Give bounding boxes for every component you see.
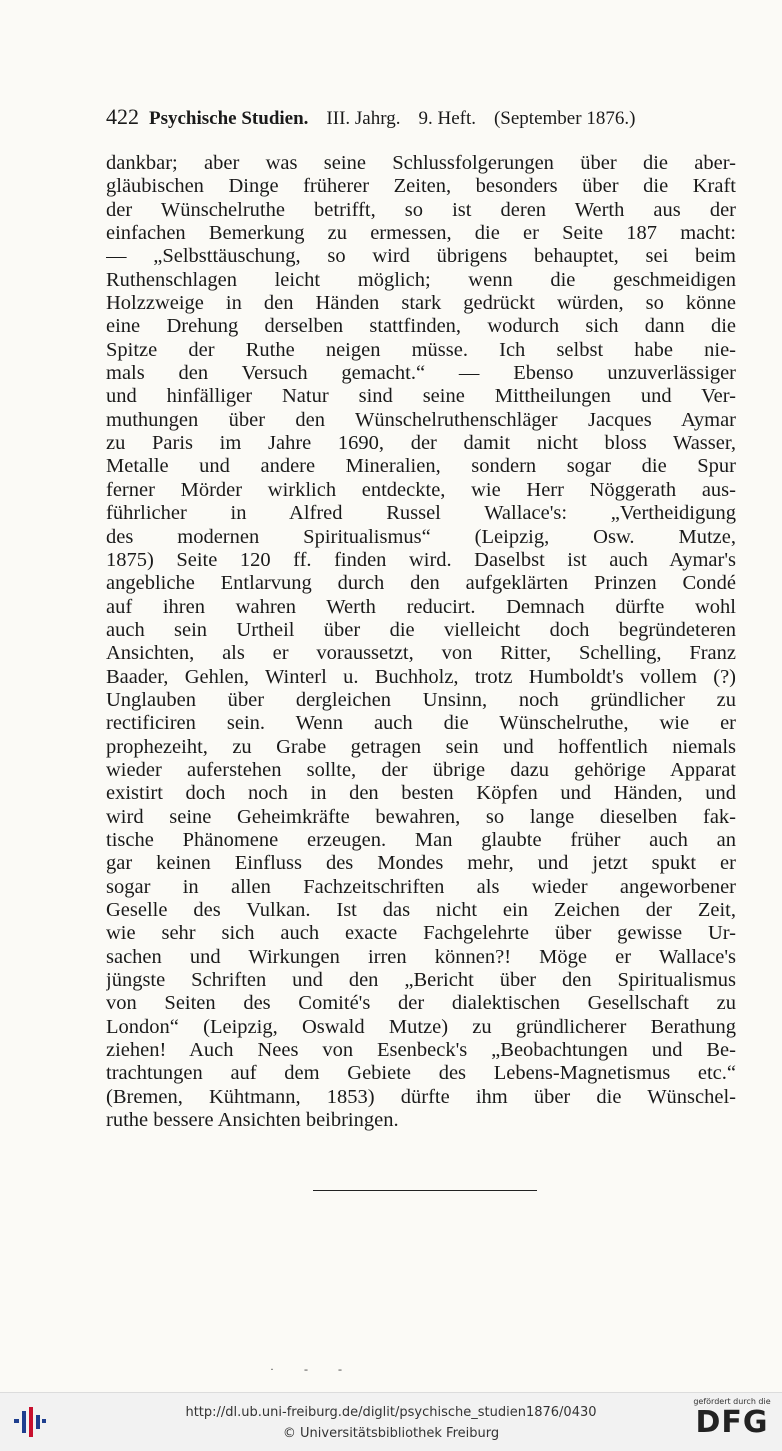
text-line: gar keinen Einfluss des Mondes mehr, und jetzt spukt er [106, 852, 736, 875]
text-line: der Wünschelruthe betrifft, so ist deren Werth aus der [106, 198, 736, 221]
page-number: 422 [106, 104, 139, 129]
text-line: — „Selbsttäuschung, so wird übrigens behauptet, sei beim [106, 245, 736, 268]
text-line: existirt doch noch in den besten Köpfen und Händen, und [106, 782, 736, 805]
text-line: eine Drehung derselben stattfinden, wodurch sich dann die [106, 315, 736, 338]
text-line: auch sein Urtheil über die vielleicht doch begründeteren [106, 618, 736, 641]
journal-title: Psychische Studien. [149, 108, 309, 129]
text-line: mals den Versuch gemacht.“ — Ebenso unzuverlässiger [106, 362, 736, 385]
text-line: einfachen Bemerkung zu ermessen, die er Seite 187 macht: [106, 222, 736, 245]
text-line: jüngste Schriften und den „Bericht über den Spiritualismus [106, 969, 736, 992]
text-line: wird seine Geheimkräfte bewahren, so lange dieselben fak- [106, 805, 736, 828]
text-line: tische Phänomene erzeugen. Man glaubte früher auch an [106, 828, 736, 851]
text-line: 1875) Seite 120 ff. finden wird. Daselbst ist auch Aymar's [106, 548, 736, 571]
text-line: London“ (Leipzig, Oswald Mutze) zu gründlicherer Berathung [106, 1015, 736, 1038]
text-line: Ansichten, als er voraussetzt, von Ritter, Schelling, Franz [106, 642, 736, 665]
text-line: wieder auferstehen sollte, der übrige dazu gehörige Apparat [106, 758, 736, 781]
text-line: zu Paris im Jahre 1690, der damit nicht bloss Wasser, [106, 432, 736, 455]
text-line: ferner Mörder wirklich entdeckte, wie Herr Nöggerath aus- [106, 478, 736, 501]
journal-year: III. Jahrg. [326, 108, 401, 129]
issue-date: (September 1876.) [493, 108, 636, 129]
viewer-footer [0, 1392, 782, 1451]
page-specks: · - - [270, 1362, 342, 1376]
text-line: führlicher in Alfred Russel Wallace's: „Vertheidigung [106, 502, 736, 525]
text-line: (Bremen, Kühtmann, 1853) dürfte ihm über die Wünschel- [106, 1085, 736, 1108]
text-line: und hinfälliger Natur sind seine Mittheilungen und Ver- [106, 385, 736, 408]
running-header [106, 104, 736, 130]
text-line: Geselle des Vulkan. Ist das nicht ein Zeichen der Zeit, [106, 899, 736, 921]
text-line: dankbar; aber was seine Schlussfolgerungen über die aber- [106, 152, 736, 174]
text-line: angebliche Entlarvung durch den aufgeklärten Prinzen Condé [106, 572, 736, 595]
text-line: Holzzweige in den Händen stark gedrückt würden, so könne [106, 292, 736, 315]
text-line: auf ihren wahren Werth reducirt. Demnach dürfte wohl [106, 595, 736, 618]
text-line: Baader, Gehlen, Winterl u. Buchholz, trotz Humboldt's vollem (?) [106, 665, 736, 688]
journal-issue: 9. Heft. [418, 108, 476, 129]
text-line: Unglauben über dergleichen Unsinn, noch gründlicher zu [106, 688, 736, 711]
text-line: Spitze der Ruthe neigen müsse. Ich selbst habe nie- [106, 338, 736, 361]
text-line: Ruthenschlagen leicht möglich; wenn die geschmeidigen [106, 268, 736, 291]
dfg-logo-icon: DFG [695, 1405, 769, 1440]
text-line: ziehen! Auch Nees von Esenbeck's „Beobachtungen und Be- [106, 1039, 736, 1062]
text-line: trachtungen auf dem Gebiete des Lebens-Magnetismus etc.“ [106, 1062, 736, 1085]
text-line: des modernen Spiritualismus“ (Leipzig, Osw. Mutze, [106, 525, 736, 548]
text-line: rectificiren sein. Wenn auch die Wünschelruthe, wie er [106, 712, 736, 735]
text-line: wie sehr sich auch exacte Fachgelehrte über gewisse Ur- [106, 922, 736, 945]
text-line: muthungen über den Wünschelruthenschläger Jacques Aymar [106, 408, 736, 431]
text-line: prophezeiht, zu Grabe getragen sein und hoffentlich niemals [106, 735, 736, 758]
section-rule [313, 1190, 537, 1191]
text-line: von Seiten des Comité's der dialektischen Gesellschaft zu [106, 992, 736, 1015]
text-line: Metalle und andere Mineralien, sondern sogar die Spur [106, 455, 736, 478]
funding-caption: gefördert durch die [693, 1397, 771, 1406]
document-url-link[interactable]: http://dl.ub.uni-freiburg.de/diglit/psychische_studien1876/0430 [185, 1405, 597, 1420]
text-line: sogar in allen Fachzeitschriften als wieder angeworbener [106, 875, 736, 898]
dfg-funding-logo[interactable] [690, 1397, 774, 1440]
copyright-notice: © Universitätsbibliothek Freiburg [282, 1426, 500, 1441]
text-line: sachen und Wirkungen irren können?! Möge er Wallace's [106, 945, 736, 968]
text-line: ruthe bessere Ansichten beibringen. [106, 1109, 399, 1132]
text-line: gläubischen Dinge früherer Zeiten, besonders über die Kraft [106, 175, 736, 198]
body-text [106, 152, 736, 1132]
